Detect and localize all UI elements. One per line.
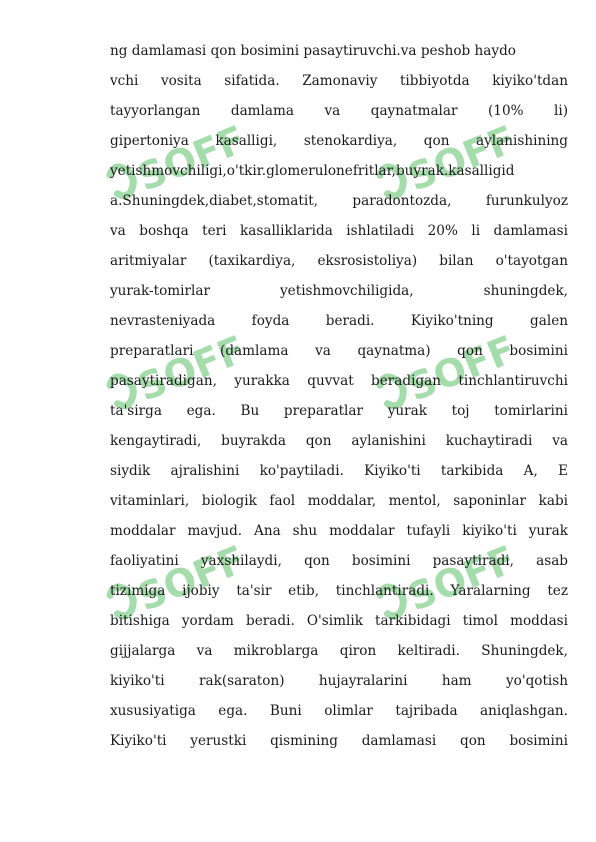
text-line: gijjalarga va mikroblarga qiron keltiradi. Shuningdek, bbox=[110, 643, 568, 659]
svg-text:SOFF: SOFF bbox=[401, 117, 522, 200]
text-line: siydik ajralishini ko'paytiladi. Kiyiko'ti tarkibida A, E bbox=[110, 463, 568, 479]
svg-text:SOFF: SOFF bbox=[401, 537, 522, 620]
text-line: bitishiga yordam beradi. O'simlik tarkibidagi timol moddasi bbox=[110, 613, 568, 629]
svg-text:SOFF: SOFF bbox=[131, 327, 252, 410]
body-text bbox=[110, 36, 568, 756]
text-line: a.Shuningdek,diabet,stomatit, paradontozda, furunkulyoz bbox=[110, 193, 568, 209]
text-line: xususiyatiga ega. Buni olimlar tajribada aniqlashgan. bbox=[110, 703, 568, 719]
text-line: Kiyiko'ti yerustki qismining damlamasi qon bosimini bbox=[110, 733, 568, 749]
text-line: ta'sirga ega. Bu preparatlar yurak toj tomirlarini bbox=[110, 403, 568, 419]
text-line: kengaytiradi, buyrakda qon aylanishini kuchaytiradi va bbox=[110, 433, 568, 449]
text-line: va boshqa teri kasalliklarida ishlatiladi 20% li damlamasi bbox=[110, 223, 568, 239]
text-line: yetishmovchiligi,o'tkir.glomerulonefritlar,buyrak.kasalligid bbox=[110, 163, 515, 179]
text-line: vitaminlari, biologik faol moddalar, mentol, saponinlar kabi bbox=[110, 493, 568, 509]
text-line: tayyorlangan damlama va qaynatmalar (10% li) bbox=[110, 103, 568, 119]
text-line: ng damlamasi qon bosimini pasaytiruvchi.va peshob haydo bbox=[110, 43, 516, 59]
text-line: pasaytiradigan, yurakka quvvat beradigan tinchlantiruvchi bbox=[110, 373, 568, 389]
svg-text:SOFF: SOFF bbox=[131, 537, 252, 620]
text-line: moddalar mavjud. Ana shu moddalar tufayli kiyiko'ti yurak bbox=[110, 523, 568, 539]
text-line: vchi vosita sifatida. Zamonaviy tibbiyotda kiyiko'tdan bbox=[110, 73, 568, 89]
text-line: kiyiko'ti rak(saraton) hujayralarini ham yo'qotish bbox=[110, 673, 568, 689]
text-line: aritmiyalar (taxikardiya, eksrosistoliya) bilan o'tayotgan bbox=[110, 253, 568, 269]
text-line: nevrasteniyada foyda beradi. Kiyiko'tning galen bbox=[110, 313, 568, 329]
text-line: tizimiga ijobiy ta'sir etib, tinchlantiradi. Yaralarning tez bbox=[110, 583, 568, 599]
text-line: gipertoniya kasalligi, stenokardiya, qon aylanishining bbox=[110, 133, 568, 149]
text-line: preparatlari (damlama va qaynatma) qon bosimini bbox=[110, 343, 568, 359]
svg-text:SOFF: SOFF bbox=[401, 327, 522, 410]
text-line: faoliyatini yaxshilaydi, qon bosimini pasaytiradi, asab bbox=[110, 553, 568, 569]
text-line: yurak-tomirlar yetishmovchiligida, shuningdek, bbox=[110, 283, 568, 299]
svg-text:SOFF: SOFF bbox=[131, 117, 252, 200]
